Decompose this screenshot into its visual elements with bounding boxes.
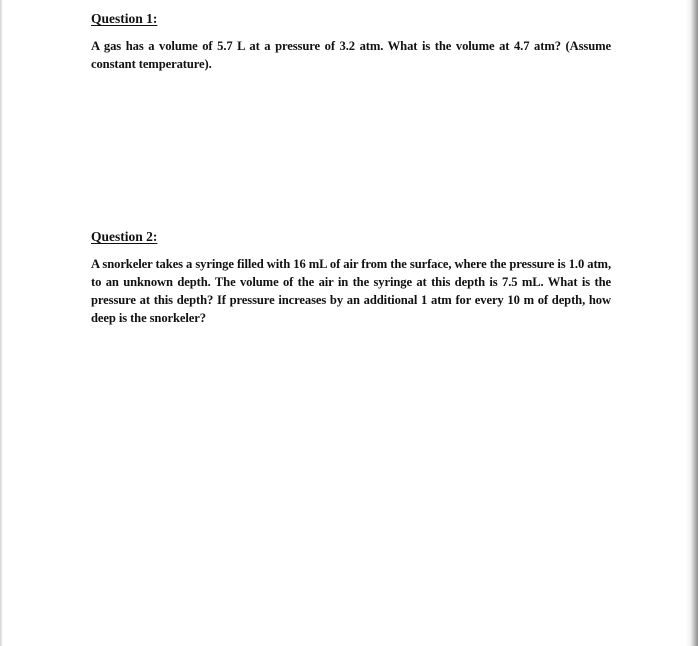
page-right-shadow: [686, 0, 698, 646]
question-1-block: [91, 11, 611, 73]
question-1-text: A gas has a volume of 5.7 L at a pressure of 3.2 atm. What is the volume at 4.7 atm? (Assume constant temperature).: [91, 39, 611, 71]
question-2-heading: Question 2:: [91, 229, 158, 244]
page-left-shadow: [0, 0, 3, 646]
question-1-heading: Question 1:: [91, 11, 158, 26]
question-2-block: [91, 229, 611, 327]
question-2-text: A snorkeler takes a syringe filled with 16 mL of air from the surface, where the pressure is 1.0 atm, to an unknown depth. The volume of the air in the syringe at this depth is 7.5 mL. What is the pressure at this depth? If pressure increases by an additional 1 atm for every 10 m of depth, how deep is the snorkeler?: [91, 257, 611, 325]
